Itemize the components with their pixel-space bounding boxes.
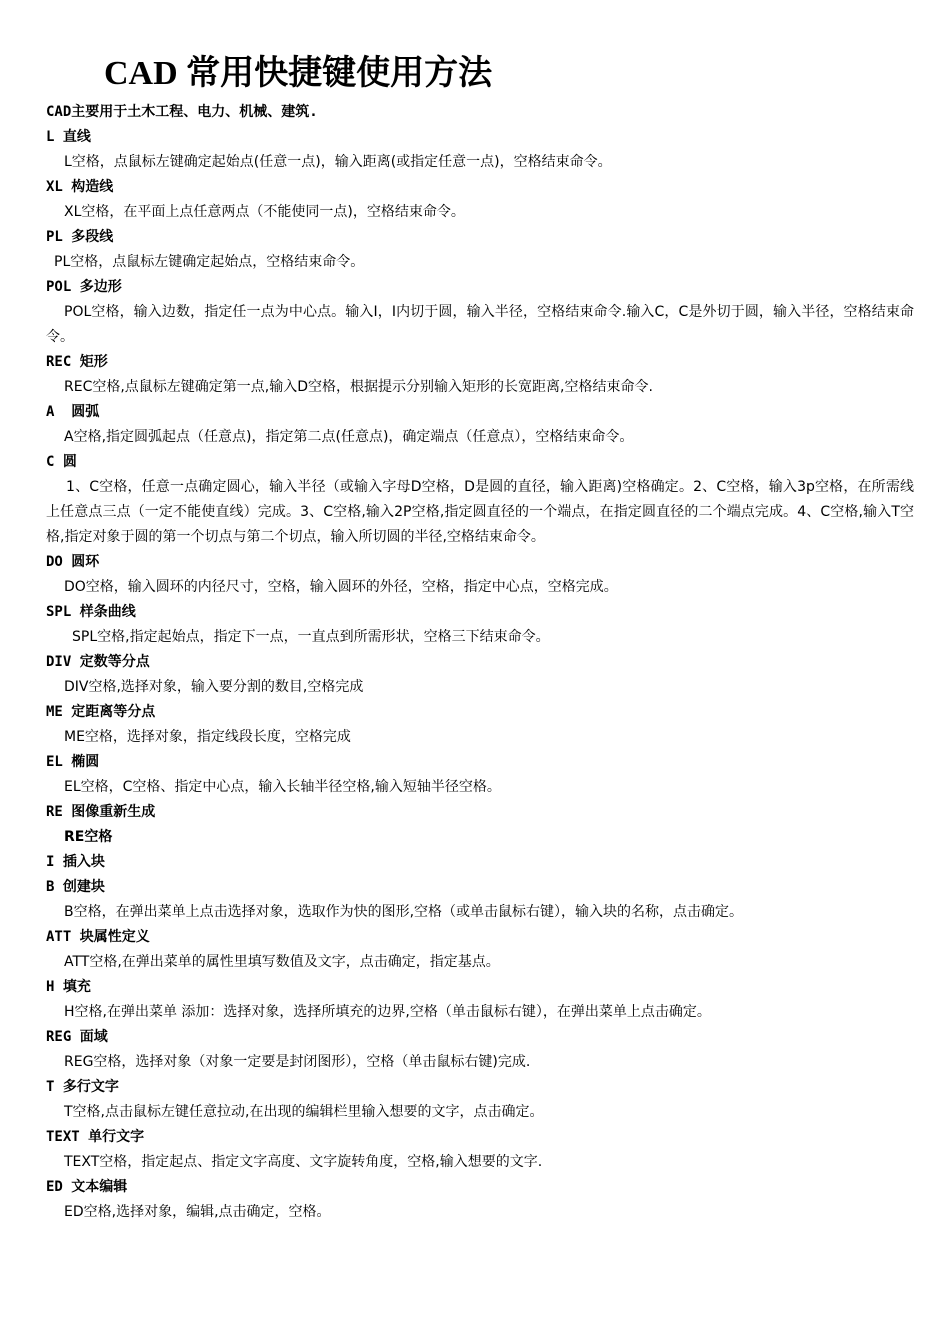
command-heading: I 插入块	[46, 854, 105, 870]
entry-donut	[46, 550, 914, 600]
command-heading: B 创建块	[46, 879, 105, 895]
command-description: B空格，在弹出菜单上点击选择对象，选取作为快的图形,空格（或单击鼠标右键），输入块的名称，点击确定。	[64, 904, 744, 920]
command-heading: ATT 块属性定义	[46, 929, 150, 945]
command-description: RE空格	[64, 829, 113, 845]
command-description: T空格,点击鼠标左键任意拉动,在出现的编辑栏里输入想要的文字，点击确定。	[64, 1104, 544, 1120]
command-heading: TEXT 单行文字	[46, 1129, 145, 1145]
command-heading: PL 多段线	[46, 229, 114, 245]
command-heading: REC 矩形	[46, 354, 108, 370]
entry-construction-line	[46, 175, 914, 225]
entry-line	[46, 125, 914, 175]
command-description: PL空格，点鼠标左键确定起始点，空格结束命令。	[54, 254, 365, 270]
command-heading: L 直线	[46, 129, 91, 145]
command-heading: POL 多边形	[46, 279, 122, 295]
command-heading: A 圆弧	[46, 404, 100, 420]
entry-arc	[46, 400, 914, 450]
command-description: REC空格,点鼠标左键确定第一点,输入D空格，根据提示分别输入矩形的长宽距离,空格结束命令.	[64, 379, 653, 395]
command-description: ED空格,选择对象，编辑,点击确定，空格。	[64, 1204, 331, 1220]
command-description: TEXT空格，指定起点、指定文字高度、文字旋转角度，空格,输入想要的文字.	[64, 1154, 543, 1170]
command-description: DO空格，输入圆环的内径尺寸，空格，输入圆环的外径，空格，指定中心点，空格完成。	[64, 579, 618, 595]
command-heading: EL 椭圆	[46, 754, 100, 770]
command-description: ME空格，选择对象，指定线段长度，空格完成	[64, 729, 351, 745]
command-description: 1、C空格，任意一点确定圆心，输入半径（或输入字母D空格，D是圆的直径，输入距离)空格确定。2、C空格，输入3p空格，在所需线上任意点三点（一定不能使直线）完成。3、C空格,输入2P空格,指定圆直径的一个端点，在指定圆直径的二个端点完成。4、C空格,输入T空格,指定对象于圆的第一个切点与第二个切点，输入所切圆的半径,空格结束命令。	[46, 479, 914, 545]
command-heading: H 填充	[46, 979, 91, 995]
command-description: A空格,指定圆弧起点（任意点)，指定第二点(任意点)，确定端点（任意点），空格结束命令。	[64, 429, 634, 445]
entry-polygon	[46, 275, 914, 350]
command-description: L空格，点鼠标左键确定起始点(任意一点)，输入距离(或指定任意一点)，空格结束命令。	[64, 154, 612, 170]
command-description: REG空格，选择对象（对象一定要是封闭图形），空格（单击鼠标右键)完成.	[64, 1054, 531, 1070]
entry-insert-block	[46, 850, 914, 875]
command-heading: ED 文本编辑	[46, 1179, 128, 1195]
entry-attribute	[46, 925, 914, 975]
entry-measure	[46, 700, 914, 750]
command-heading: RE 图像重新生成	[46, 804, 156, 820]
command-heading: T 多行文字	[46, 1079, 119, 1095]
command-description: POL空格，输入边数，指定任一点为中心点。输入I，I内切于圆，输入半径，空格结束命令.输入C，C是外切于圆，输入半径，空格结束命令。	[46, 304, 914, 345]
entry-polyline	[46, 225, 914, 275]
entry-regen	[46, 800, 914, 850]
entry-create-block	[46, 875, 914, 925]
command-heading: SPL 样条曲线	[46, 604, 136, 620]
command-heading: DIV 定数等分点	[46, 654, 150, 670]
entry-divide	[46, 650, 914, 700]
document-title: CAD 常用快捷键使用方法	[104, 55, 493, 92]
command-description: SPL空格,指定起始点，指定下一点，一直点到所需形状，空格三下结束命令。	[72, 629, 550, 645]
command-description: XL空格，在平面上点任意两点（不能使同一点)，空格结束命令。	[64, 204, 465, 220]
command-heading: ME 定距离等分点	[46, 704, 156, 720]
command-description: ATT空格,在弹出菜单的属性里填写数值及文字，点击确定，指定基点。	[64, 954, 500, 970]
command-heading: XL 构造线	[46, 179, 114, 195]
entry-hatch	[46, 975, 914, 1025]
entry-region	[46, 1025, 914, 1075]
document-page	[46, 52, 914, 1225]
command-heading: C 圆	[46, 454, 77, 470]
command-description: H空格,在弹出菜单 添加：选择对象，选择所填充的边界,空格（单击鼠标右键），在弹出菜单上点击确定。	[64, 1004, 711, 1020]
command-description: EL空格，C空格、指定中心点，输入长轴半径空格,输入短轴半径空格。	[64, 779, 501, 795]
entry-rectangle	[46, 350, 914, 400]
entry-text	[46, 1125, 914, 1175]
intro-text: CAD主要用于土木工程、电力、机械、建筑.	[46, 104, 318, 120]
entry-ellipse	[46, 750, 914, 800]
entry-text-edit	[46, 1175, 914, 1225]
command-heading: DO 圆环	[46, 554, 100, 570]
entry-mtext	[46, 1075, 914, 1125]
command-heading: REG 面域	[46, 1029, 108, 1045]
command-description: DIV空格,选择对象，输入要分割的数目,空格完成	[64, 679, 364, 695]
entry-circle	[46, 450, 914, 550]
entry-spline	[46, 600, 914, 650]
